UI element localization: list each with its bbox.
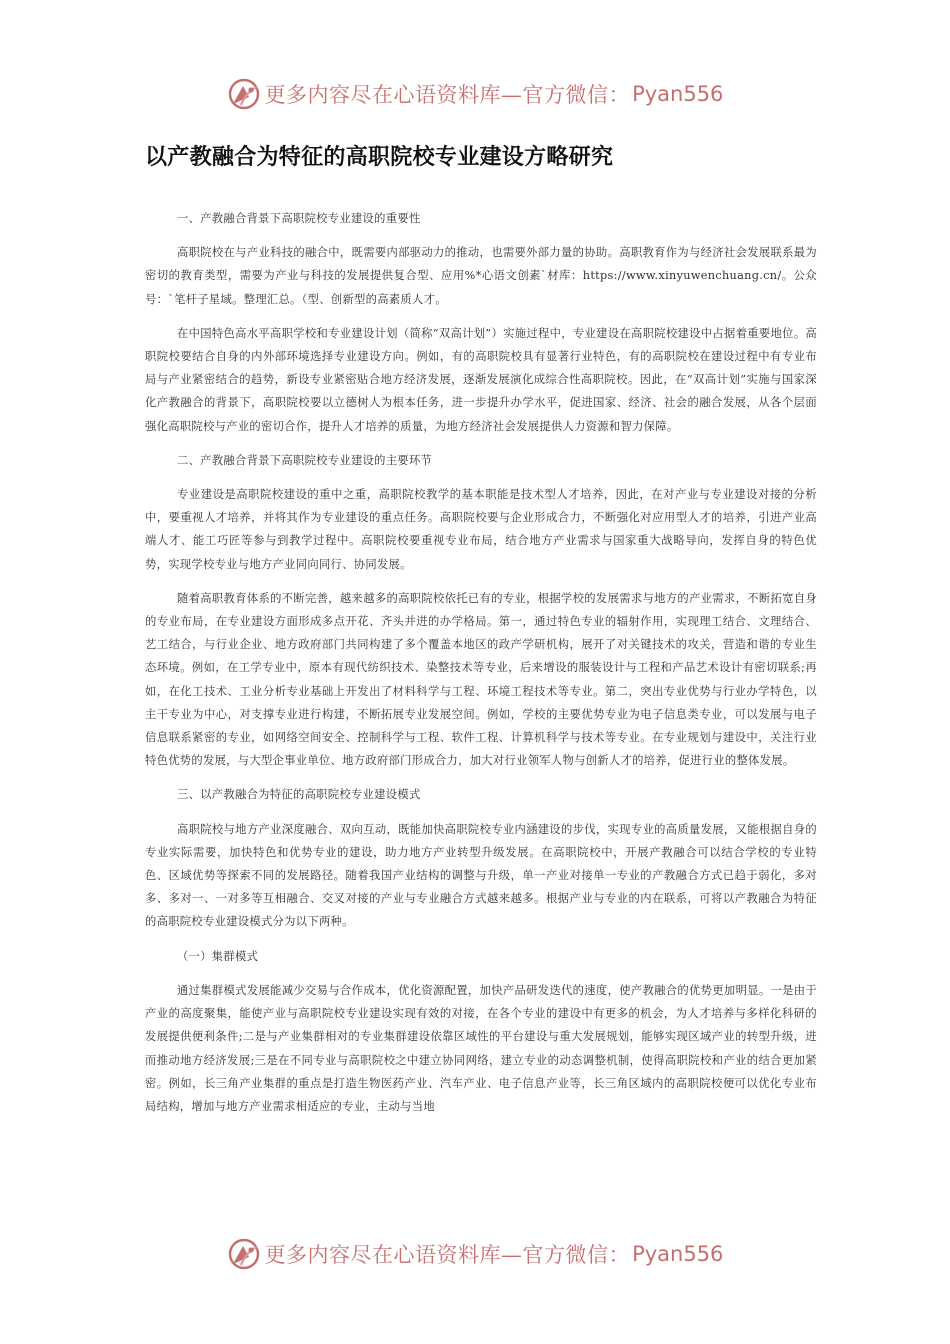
paragraph: 随着高职教育体系的不断完善，越来越多的高职院校依托已有的专业，根据学校的发展需求与地方的产业需求，不断拓宽自身的专业布局，在专业建设方面形成多点开花、齐头并进的办学格局。第一，通过特色专业的辐射作用，实现理工结合、文理结合、艺工结合，与行业企业、地方政府部门共同构建了多个覆盖本地区的政产学研机构，展开了对关键技术的攻关，营造和谐的专业生态环境。例如，在工学专业中，原本有现代纺织技术、染整技术等专业，后来增设的服装设计与工程和产品艺术设计有密切联系;再如，在化工技术、工业分析专业基础上开发出了材料科学与工程、环境工程技术等专业。第二，突出专业优势与行业办学特色，以主干专业为中心，对支撑专业进行构建，不断拓展专业发展空间。例如，学校的主要优势专业为电子信息类专业，可以发展与电子信息联系紧密的专业，如网络空间安全、控制科学与工程、软件工程、计算机科学与技术等专业。在专业规划与建设中，关注行业特色优势的发展，与大型企事业单位、地方政府部门形成合力，加大对行业领军人物与创新人才的培养，促进行业的整体发展。 [145, 591, 817, 768]
watermark-banner-bottom [0, 1232, 950, 1276]
brand-logo-icon [227, 77, 261, 111]
watermark-wechat-id: Pyan556 [632, 82, 724, 106]
watermark-wechat-id: Pyan556 [632, 1242, 724, 1266]
watermark-slogan: 更多内容尽在心语资料库—官方微信： [264, 1243, 631, 1267]
subsection-heading: （一）集群模式 [177, 949, 259, 963]
paragraph: 通过集群模式发展能减少交易与合作成本，优化资源配置，加快产品研发迭代的速度，使产教融合的优势更加明显。一是由于产业的高度聚集，能使产业与高职院校专业建设实现有效的对接，在各个专业的建设中有更多的机会，为人才培养与多样化科研的发展提供便利条件;二是与产业集群相对的专业集群建设依靠区域性的平台建设与重大发展规划，能够实现区域产业的转型升级，进而推动地方经济发展;三是在不同专业与高职院校之中建立协同网络，建立专业的动态调整机制，使得高职院校和产业的结合更加紧密。例如，长三角产业集群的重点是打造生物医药产业、汽车产业、电子信息产业等，长三角区域内的高职院校便可以优化专业布局结构，增加与地方产业需求相适应的专业，主动与当地 [145, 983, 817, 1113]
section-heading: 二、产教融合背景下高职院校专业建设的主要环节 [177, 453, 433, 467]
paragraph: 高职院校在与产业科技的融合中，既需要内部驱动力的推动，也需要外部力量的协助。高职教育作为与经济社会发展联系最为密切的教育类型，需要为产业与科技的发展提供复合型、应用%*心语文创素`材库：https://www.xinyuwenchuang.cn/。公众号：`笔杆子星域。整理汇总。（型、创新型的高素质人才。 [145, 246, 817, 306]
paragraph: 高职院校与地方产业深度融合、双向互动，既能加快高职院校专业内涵建设的步伐，实现专业的高质量发展，又能根据自身的专业实际需要，加快特色和优势专业的建设，助力地方产业转型升级发展。在高职院校中，开展产教融合可以结合学校的专业特色、区域优势等探索不同的发展路径。随着我国产业结构的调整与升级，单一产业对接单一专业的产教融合方式已趋于弱化，多对多、多对一、一对多等互相融合、交叉对接的产业与专业融合方式越来越多。根据产业与专业的内在联系，可将以产教融合为特征的高职院校专业建设模式分为以下两种。 [145, 822, 817, 929]
section-heading: 一、产教融合背景下高职院校专业建设的重要性 [177, 212, 421, 225]
watermark-banner-top [0, 72, 950, 116]
paragraph: 在中国特色高水平高职学校和专业建设计划（简称“双高计划”）实施过程中，专业建设在高职院校建设中占据着重要地位。高职院校要结合自身的内外部环境选择专业建设方向。例如，有的高职院校具有显著行业特色，有的高职院校在建设过程中有专业布局与产业紧密结合的趋势，新设专业紧密贴合地方经济发展，逐渐发展演化成综合性高职院校。因此，在“双高计划”实施与国家深化产教融合的背景下，高职院校要以立德树人为根本任务，进一步提升办学水平，促进国家、经济、社会的融合发展，从各个层面强化高职院校与产业的密切合作，提升人才培养的质量，为地方经济社会发展提供人力资源和智力保障。 [145, 326, 817, 433]
watermark-slogan: 更多内容尽在心语资料库—官方微信： [264, 83, 631, 107]
document-body [145, 207, 817, 1129]
document-title: 以产教融合为特征的高职院校专业建设方略研究 [145, 145, 614, 170]
paragraph: 专业建设是高职院校建设的重中之重，高职院校教学的基本职能是技术型人才培养，因此，在对产业与专业建设对接的分析中，要重视人才培养，并将其作为专业建设的重点任务。高职院校要与企业形成合力，不断强化对应用型人才的培养，引进产业高端人才、能工巧匠等参与到教学过程中。高职院校要重视专业布局，结合地方产业需求与国家重大战略导向，发挥自身的特色优势，实现学校专业与地方产业同向同行、协同发展。 [145, 488, 817, 571]
section-heading: 三、以产教融合为特征的高职院校专业建设模式 [177, 788, 421, 802]
brand-logo-icon [227, 1237, 261, 1271]
